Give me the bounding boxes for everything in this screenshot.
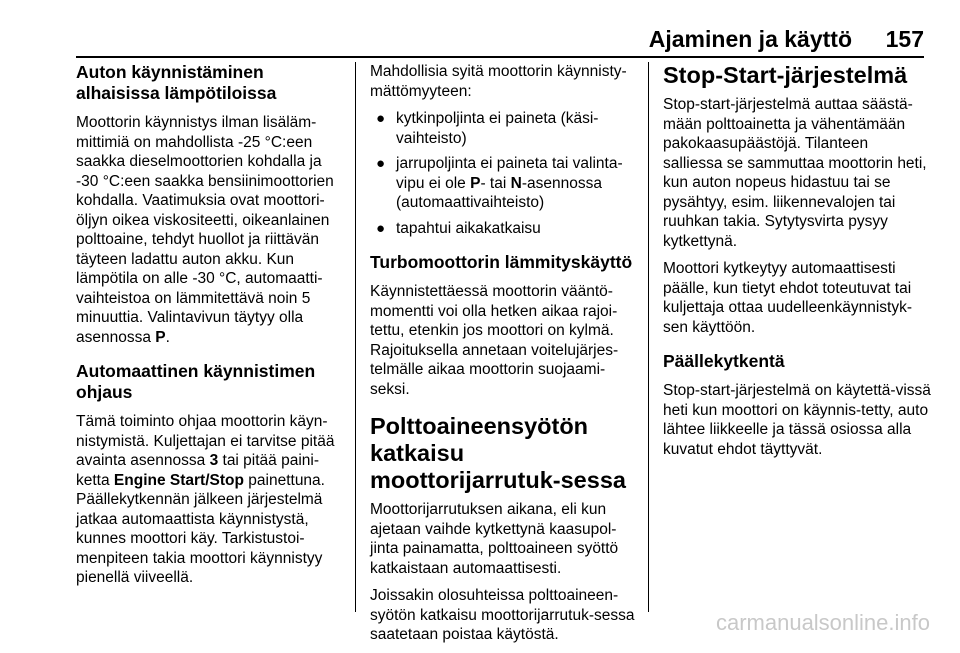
heading-activation: Päällekytkentä — [663, 351, 785, 371]
paragraph-activation: Stop-start-järjestelmä on käytettä-vissä heti kun moottori on käynnis-tetty, auto lähtee liikkeelle ja tässä osiossa alla kuvatut ehdot täyttyvät. — [663, 382, 931, 458]
bullet-icon: ● — [376, 110, 386, 127]
column-divider-2 — [648, 62, 649, 612]
watermark: carmanualsonline.info — [715, 610, 930, 635]
paragraph-fuel-cutoff-2: Joissakin olosuhteissa polttoaineen-syötön katkaisu moottorijarrutuk-sessa saatetaan poistaa käytöstä. — [370, 587, 635, 643]
list-item: ● kytkinpoljinta ei paineta (käsi-vaihteisto) — [376, 110, 599, 147]
heading-stop-start: Stop-Start-järjestelmä — [663, 62, 908, 88]
bullet-icon: ● — [376, 219, 386, 237]
list-item: ● jarrupoljinta ei paineta tai valinta-vipu ei ole P- tai N-asennossa (automaattivaihteisto) — [376, 155, 623, 211]
bullet-icon: ● — [376, 155, 386, 172]
paragraph-stop-start-2: Moottori kytkeytyy automaattisesti päälle, kun tietyt ehdot toteutuvat tai kuljettaja ottaa uudelleenkäynnistyk-sen käyttöön. — [663, 260, 913, 336]
paragraph-fuel-cutoff-1: Moottorijarrutuksen aikana, eli kun ajetaan vaihde kytkettynä kaasupol-jinta painamatta, polttoaineen syöttö katkaistaan automaattisesti. — [370, 501, 619, 577]
page-number: 157 — [885, 26, 924, 52]
heading-turbo-warmup: Turbomoottorin lämmityskäyttö — [370, 252, 633, 272]
list-item: ● tapahtui aikakatkaisu — [376, 219, 541, 237]
paragraph-cold-start: Moottorin käynnistys ilman lisäläm-mittimiä on mahdollista -25 °C:een saakka dieselmoottorien kohdalla ja -30 °C:een saakka bensiinimoottorien kohdalla. Vaatimuksia ovat moottori-öljyn oikea viskositeetti, oikeanlainen polttoaine, tehdyt huollot ja riittävän täyteen ladattu auton akku. Kun lämpötila on alle -30 °C, automaatti-vaihteistoa on lämmitettävä noin 5 minuuttia. Valintavivun täytyy olla asennossa P. — [76, 114, 334, 346]
column-2 — [370, 62, 638, 653]
paragraph-reasons-intro: Mahdollisia syitä moottorin käynnisty-mättömyyteen: — [370, 63, 627, 100]
header-rule — [76, 56, 924, 58]
paragraph-stop-start-1: Stop-start-järjestelmä auttaa säästä-mään polttoainetta ja vähentämään pakokaasupäästöjä. Tilanteen salliessa se sammuttaa moottorin heti, kun auton nopeus hidastuu tai se pysähtyy, esim. liikennevalojen tai ruuhkan takia. Sytytysvirta pysyy kytkettynä. — [663, 96, 927, 250]
column-1 — [76, 62, 344, 596]
heading-auto-starter: Automaattinen käynnistimen ohjaus — [76, 361, 316, 402]
page-header — [0, 0, 960, 56]
paragraph-turbo-warmup: Käynnistettäessä moottorin vääntö-momentti voi olla hetken aikaa rajoi-tettu, etenkin jos moottori on kylmä. Rajoituksella annetaan voitelujärjes-telmälle aikaa moottorin suojaami-seksi. — [370, 283, 619, 398]
column-3 — [663, 62, 931, 467]
heading-fuel-cutoff: Polttoaineensyötön katkaisu moottorijarrutuk-sessa — [370, 413, 626, 493]
chapter-title: Ajaminen ja käyttö — [648, 26, 852, 52]
paragraph-auto-starter: Tämä toiminto ohjaa moottorin käyn-nistymistä. Kuljettajan ei tarvitse pitää avainta asennossa 3 tai pitää paini-ketta Engine Start/Stop painettuna. Päällekytkennän jälkeen järjestelmä jatkaa automaattista käynnistystä, kunnes moottori käy. Tarkistustoi-menpiteen takia moottori käynnistyy pienellä viiveellä. — [76, 413, 335, 586]
reasons-list — [370, 109, 638, 238]
column-divider-1 — [355, 62, 356, 612]
heading-cold-start: Auton käynnistäminen alhaisissa lämpötiloissa — [76, 62, 277, 103]
